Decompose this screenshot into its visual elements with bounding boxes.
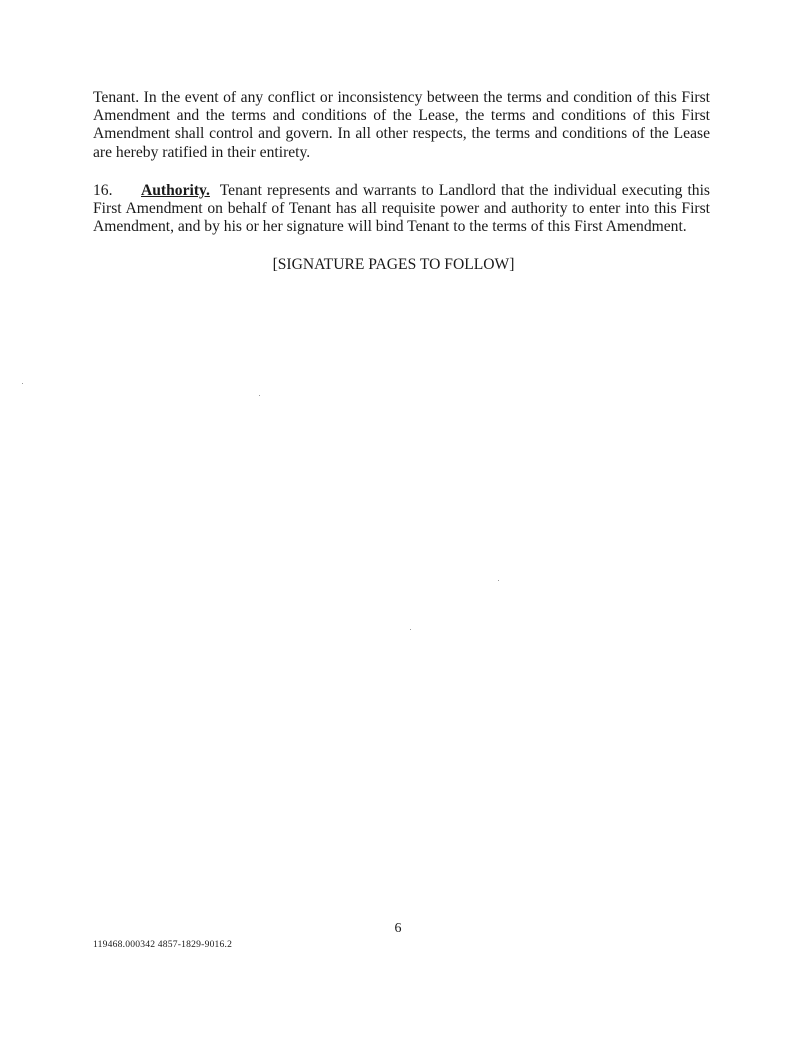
page-number: 6	[394, 921, 402, 936]
section-number: 16.	[93, 182, 113, 199]
section-16-authority	[93, 182, 710, 237]
signature-pages-note: [SIGNATURE PAGES TO FOLLOW]	[272, 256, 515, 273]
section-text: Tenant represents and warrants to Landlord that the individual executing this First Amendment on behalf of Tenant has all requisite power and authority to enter into this First Amendment, and by his or her signature will bind Tenant to the terms of this First Amendment.	[93, 182, 710, 236]
scan-speck	[498, 580, 499, 581]
scan-speck	[410, 629, 411, 630]
section-heading: Authority.	[141, 182, 210, 199]
scan-speck	[259, 395, 260, 396]
continued-paragraph: Tenant. In the event of any conflict or inconsistency between the terms and condition of this First Amendment and the terms and conditions of the Lease, the terms and conditions of this First Amendment shall control and govern. In all other respects, the terms and conditions of the Lease are hereby ratified in their entirety.	[93, 89, 710, 161]
scan-speck	[22, 383, 23, 384]
document-id: 119468.000342 4857-1829-9016.2	[93, 939, 233, 950]
